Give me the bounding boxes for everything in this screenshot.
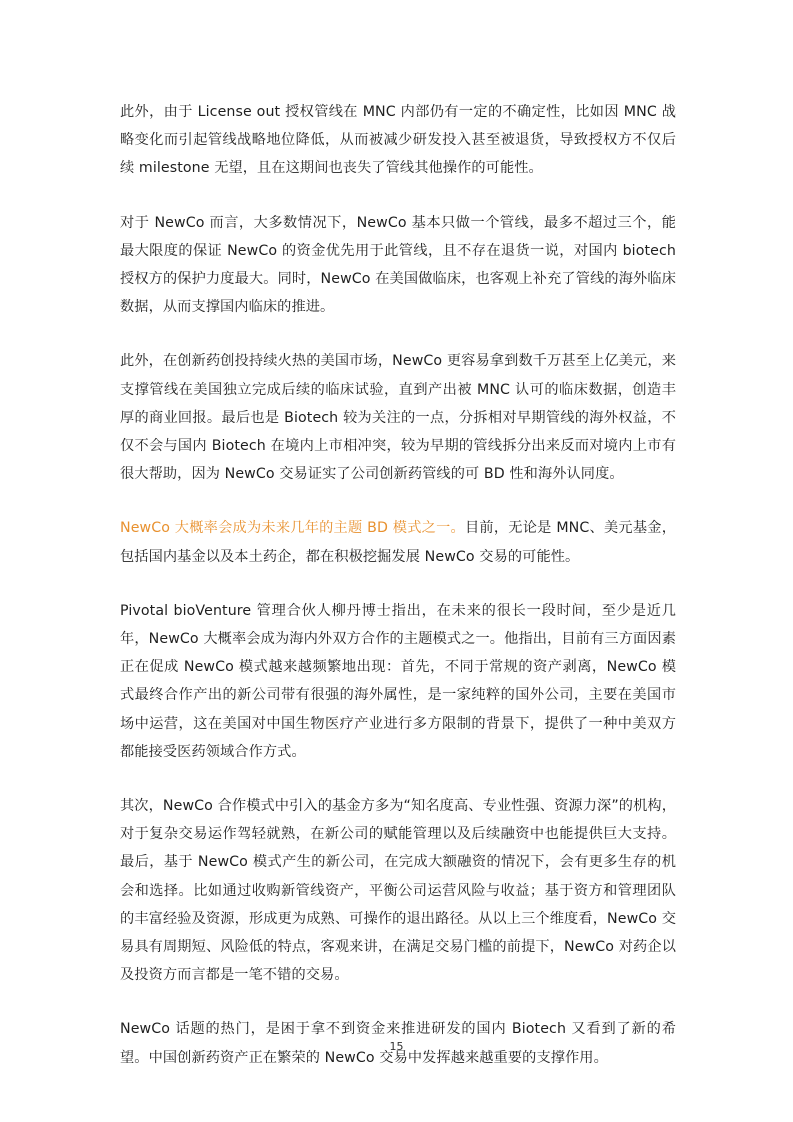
paragraph-text: 此外，在创新药创投持续火热的美国市场，NewCo 更容易拿到数千万甚至上亿美元，来支撑管线在美国独立完成后续的临床试验，直到产出被 MNC 认可的临床数据，创造丰厚的商业回报。最后也是 Biotech 较为关注的一点，分拆相对早期管线的海外权益，不仅不会与国内 Biotech 在境内上市相冲突，较为早期的管线拆分出来反而对境内上市有很大帮助，因为 NewCo 交易证实了公司创新药管线的可 BD 性和海外认同度。 xyxy=(120,353,676,483)
paragraph-text: NewCo 话题的热门，是困于拿不到资金来推进研发的国内 Biotech 又看到了新的希望。中国创新药资产正在繁荣的 NewCo 交易中发挥越来越重要的支撑作用。 xyxy=(120,1021,676,1066)
paragraph-license-out-risk xyxy=(120,98,676,183)
page-number: 15 xyxy=(389,1040,404,1053)
paragraph-fund-support xyxy=(120,792,676,989)
document-body xyxy=(120,98,676,1098)
paragraph-newco-trend xyxy=(120,514,676,570)
paragraph-text: 其次，NewCo 合作模式中引入的基金方多为“知名度高、专业性强、资源力深”的机构，对于复杂交易运作驾轻就熟，在新公司的赋能管理以及后续融资中也能提供巨大支持。最后，基于 NewCo 模式产生的新公司，在完成大额融资的情况下，会有更多生存的机会和选择。比如通过收购新管线资产，平衡公司运营风险与收益；基于资方和管理团队的丰富经验及资源，形成更为成熟、可操作的退出路径。从以上三个维度看，NewCo 交易具有周期短、风险低的特点，客观来讲，在满足交易门槛的前提下，NewCo 对药企以及投资方而言都是一笔不错的交易。 xyxy=(120,798,676,984)
paragraph-text: 对于 NewCo 而言，大多数情况下，NewCo 基本只做一个管线，最多不超过三个，能最大限度的保证 NewCo 的资金优先用于此管线，且不存在退货一说，对国内 biotech 授权方的保护力度最大。同时，NewCo 在美国做临床，也客观上补充了管线的海外临床数据，从而支撑国内临床的推进。 xyxy=(120,214,676,316)
paragraph-expert-view xyxy=(120,597,676,766)
paragraph-text: 此外，由于 License out 授权管线在 MNC 内部仍有一定的不确定性，比如因 MNC 战略变化而引起管线战略地位降低，从而被减少研发投入甚至被退货，导致授权方不仅后续 milestone 无望，且在这期间也丧失了管线其他操作的可能性。 xyxy=(120,104,676,177)
paragraph-text: 目前，无论是 MNC、美元基金，包括国内基金以及本土药企，都在积极挖掘发展 NewCo 交易的可能性。 xyxy=(120,520,676,565)
paragraph-text: Pivotal bioVenture 管理合伙人柳丹博士指出，在未来的很长一段时间，至少是近几年，NewCo 大概率会成为海内外双方合作的主题模式之一。他指出，目前有三方面因素正在促成 NewCo 模式越来越频繁地出现：首先，不同于常规的资产剥离，NewCo 模式最终合作产出的新公司带有很强的海外属性，是一家纯粹的国外公司，主要在美国市场中运营，这在美国对中国生物医疗产业进行多方限制的背景下，提供了一种中美双方都能接受医药领域合作方式。 xyxy=(120,602,676,760)
paragraph-newco-advantage xyxy=(120,209,676,322)
highlighted-key-sentence: NewCo 大概率会成为未来几年的主题 BD 模式之一。 xyxy=(120,520,465,537)
paragraph-us-market-funding xyxy=(120,347,676,488)
